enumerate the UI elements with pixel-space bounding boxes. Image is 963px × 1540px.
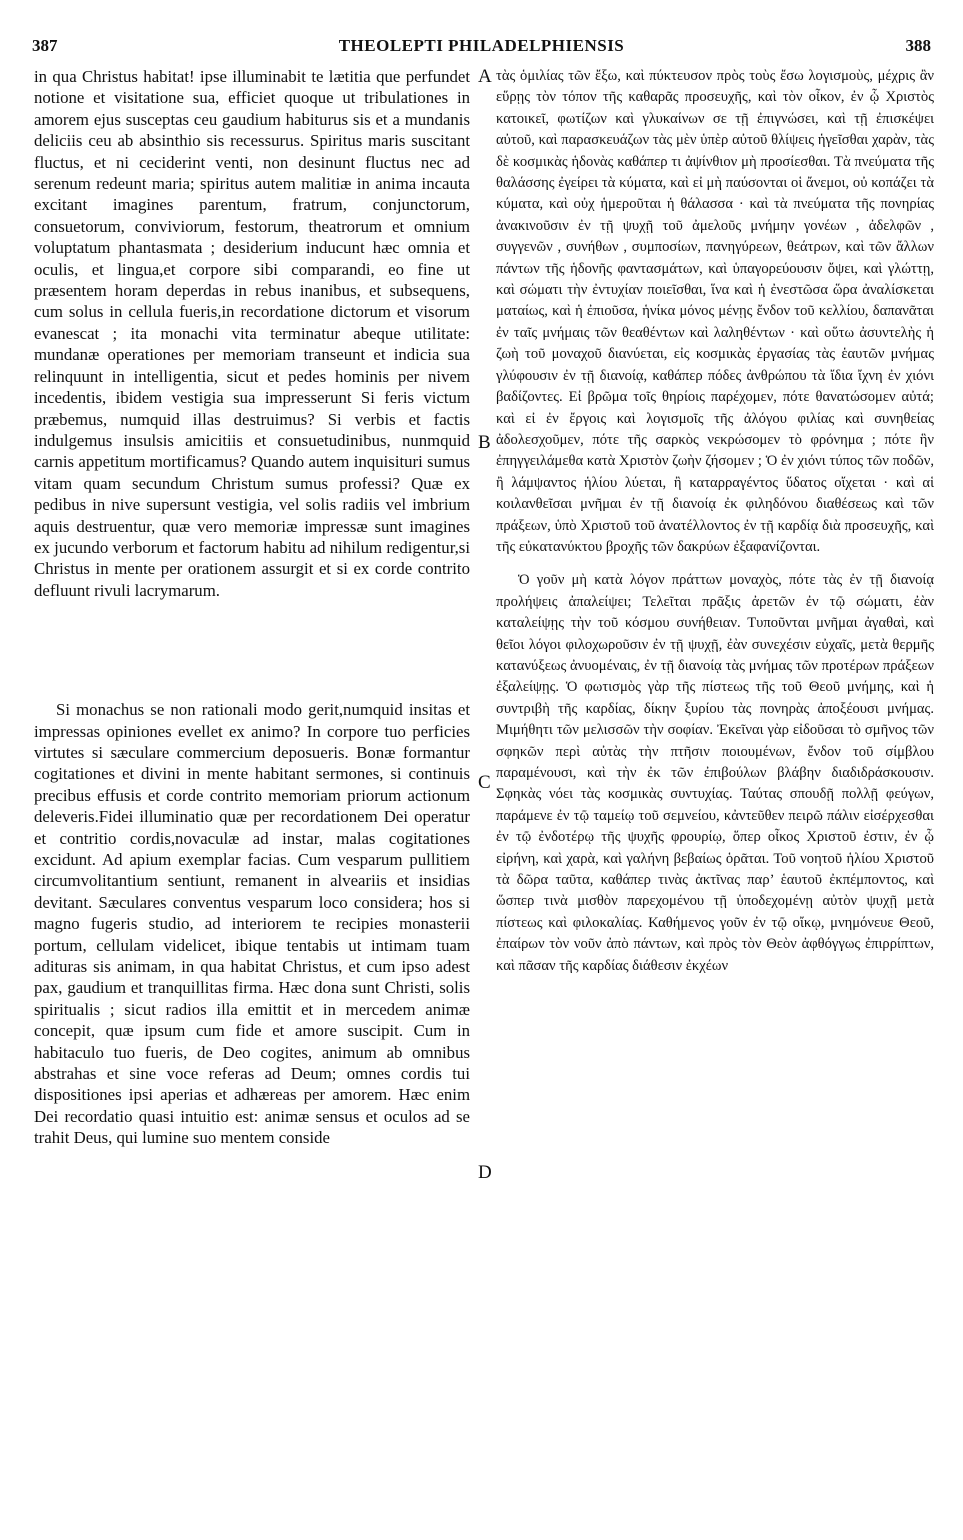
- running-title: THEOLEPTI PHILADELPHIENSIS: [338, 36, 625, 55]
- greek-paragraph-1: τὰς ὁμιλίας τῶν ἔξω, καὶ πύκτευσον πρὸς τοὺς ἔσω λογισμοὺς, μέχρις ἂν εὕρῃς τὸν τόπον τῆς καθαρᾶς προσευχῆς, καὶ τὸν οἶκον, ἐν ᾧ Χριστὸς κατοικεῖ, φωτίζων καὶ γλυκαίνων σε τῇ ἐπιγνώσει, καὶ τῇ ἐπισκέψει αὐτοῦ, καὶ παρασκευάζων τὰς μὲν ὑπὲρ αὐτοῦ θλίψεις ἡγεῖσθαι χαρὰν, τὰς δὲ κοσμικὰς ἡδονὰς καθάπερ τι ἀψίνθιον μὴ προσίεσθαι. Τὰ πνεύματα τῆς θαλάσσης ἐγείρει τὰ κύματα, καὶ εἰ μὴ παύσονται οἱ ἄνεμοι, οὐ κοπάζει τὰ κύματα, καὶ οὐχ ἡμεροῦται ἡ θάλασσα · καὶ τὰ πνεύματα τῆς πονηρίας ἀνακινοῦσιν ἐν τῇ ψυχῇ τοῦ ἀμελοῦς μνήμην γονέων , ἀδελφῶν , συγγενῶν , συνήθων , συμποσίων, πανηγύρεων, θεάτρων, καὶ τῶν ἄλλων πάντων τῆς ἡδονῆς φαντασμάτων, καὶ ὑπαγορεύουσιν ὄψει, καὶ γλώττῃ, καὶ σώματι τὴν ἐντυχίαν ποιεῖσθαι, ἵνα καὶ ἡ ἐνεστῶσα ὥρα ἀναλίσκεται ματαίως, καὶ ἡ ἐπιοῦσα, ἡνίκα μόνος μένῃς ἔνδον τοῦ κελλίου, δαπανᾶται ἐν ταῖς μνήμαις τῶν θεαθέντων καὶ λαληθέντων · καὶ οὕτω ἀσυντελὴς ἡ ζωὴ τοῦ μοναχοῦ διανύεται, εἰς κοσμικὰς ἐργασίας τὰς ἑαυτῶν μνήμας γλύφουσιν ἐν τῇ διανοίᾳ, καθάπερ πόδες ἀνθρώπου τὰ ἴδια ἴχνη ἐν χιόνι βαδίζοντες. Εἰ βρῶμα τοῖς θηρίοις παρέχομεν, πότε θανατώσομεν αὐτά; καὶ εἰ ἐν ἔργοις καὶ λογισμοῖς τῆς ἀλόγου φιλίας καὶ συνηθείας ἀδολεσχοῦμεν, πότε τῆς σαρκὸς νεκρώσομεν τὸ φρόνημα ; πότε ἣν ἐπηγγειλάμεθα κατὰ Χριστὸν ζωὴν ζήσομεν ; Ὁ ἐν χιόνι τύπος τῶν ποδῶν, ἢ λάμψαντος ἡλίου λύεται, ἢ καταρραγέντος ὕδατος οἴχεται · καὶ αἱ κοιλανθεῖσαι μνῆμαι ἐν τῇ διανοίᾳ ἐκ φιληδόνου διαθέσεως καὶ τῶν πράξεων, ὑπὸ Χριστοῦ τοῦ ἀνατέλλοντος ἐν τῇ καρδίᾳ διὰ προσευχῆς, καὶ τῆς εὐκατανύκτου βροχῆς τῶν δακρύων ἐξαφανίζονται.: [496, 68, 934, 555]
- running-header: [32, 36, 931, 60]
- margin-letter-c: C: [478, 772, 491, 793]
- latin-column: [34, 66, 470, 1149]
- greek-column: [496, 66, 934, 977]
- latin-paragraph-2: Si monachus se non rationali modo gerit,numquid insitas et impressas opiniones evellet ex animo? In corpore tuo perficies virtutes si sæculare commercium deposueris. Bonæ formantur cogitationes et divini in mente habitant sermones, si continuis precibus effusis et corde contrito memoriam priorum actionum deleveris.Fidei illuminatio quæ per recordationem Dei operatur et contritio cordis,novaculæ ad instar, malas cogitationes excidunt. Ad apium exemplar facias. Cum vesparum pullitiem circumvolitantium sentiunt, remanent in alveariis et insidias devitant. Sæculares conventus vesparum loco considera; hos si magno fugeris studio, ad interiorem te recipies monasterii portum, cellulam videlicet, ibique tentabis ut intimam tuam adituras sis animam, in qua habitat Christus, et cum ipso adest pax, gaudium et tranquillitas firma. Hæc dona sunt Christi, solis spiritualis ; sicut radios illa emittit et in mercedem animæ concepit, quæ ipsum cum fide et amore suscipit. Cum in habitaculo tuo fueris, de Deo cogites, animum ab omnibus abstrahas et sine voce referas ad Deum; omnes cordis tui dispositiones ipsi aperias et adhæreas per amorem. Hæc enim Dei recordatio quasi intuitio est: animæ sensus et oculos ad se trahit Deus, qui lumine suo mentem conside: [34, 700, 470, 1148]
- page-number-left: 387: [32, 36, 58, 55]
- latin-paragraph-1: in qua Christus habitat! ipse illuminabit te lætitia que perfundet notione et visitatione sua, efficiet quoque ut tribulationes in amorem ejus susceptas ceu gaudium habiturus sis et a mundanis deliciis ceu ab absinthio sis recessurus. Spiritus maris suscitant fluctus, et ni ceciderint venti, non desinunt fluctus nec ad serenum redeunt maria; spiritus autem malitiæ in anima incauta excitant imagines parentum, fratrum, conjunctorum, consuetorum, conviviorum, festorum, theatrorum et omnium voluptatum phantasmata ; desiderium inducunt hæc omnia et oculis, et lingua,et corpore sibi comparandi, eo fine ut præsentem horam deperdas in rebus inanibus, et subsequens, cum solus in cellula fueris,in recordatione dictorum et visorum evanescat ; ita monachi vita terminatur abeque utilitate: mundanæ operationes per memoriam transeunt et indicia sua relinquunt in intelligentia, sicut et pedes hominis per nivem incedentis, ibidem vestigia sua impresserunt Si feris victum præbemus, numquid illas destruimus? Si verbis et factis indulgemus insulsis amicitiis et consuetudinibus, nunmquid carnis appetitum mortificamus? Quando autem inquisituri sumus vitam quam secundum Christum sumus professi? Quæ ex pedibus in nive supersunt vestigia, vel solis radiis vel imbrium aquis destruentur, quæ vero memoriæ impressæ sunt imagines ex jucundo verborum et factorum habitu ad nihilum redigentur,si Christus in mente per orationem assurgit et si ex corde contrito defluunt rivuli lacrymarum.: [34, 67, 470, 600]
- greek-paragraph-2: Ὁ γοῦν μὴ κατὰ λόγον πράττων μοναχὸς, πότε τὰς ἐν τῇ διανοίᾳ προλήψεις ἀπαλείψει; Τελεῖται πρᾶξις ἀρετῶν ἐν τῷ σώματι, ἐὰν καταλείψῃς τὴν τοῦ κόσμου συνήθειαν. Τυποῦνται μνῆμαι ἀγαθαὶ, καὶ θεῖοι λόγοι φιλοχωροῦσιν ἐν τῇ ψυχῇ, ἐὰν συνεχέσιν εὐχαῖς, μετὰ θερμῆς κατανύξεως ἀνυομέναις, ἐν τῇ διανοίᾳ τὰς μνήμας τῶν προτέρων πράξεων ἐξαλείψῃς. Ὁ φωτισμὸς γὰρ τῆς πίστεως τῆς τοῦ Θεοῦ μνήμης, καὶ ἡ συντριβὴ τῆς καρδίας, δίκην ξυρίου τὰς πονηρὰς ἀποξέουσι μνήμας. Μιμήθητι τῶν μελισσῶν τὴν σοφίαν. Ἐκεῖναι γὰρ εἰδοῦσαι τὸ σμῆνος τῶν σφηκῶν περὶ αὐτὰς τὴν πτῆσιν ποιουμένων, ἔνδον τοῦ σίμβλου παραμένουσι, καὶ τὴν ἐκ τῶν ἐπιβούλων βλάβην διαδιδράσκουσιν. Σφηκὰς νόει τὰς κοσμικὰς συντυχίας. Ταύτας σπουδῇ πολλῇ φεύγων, παράμενε ἐν τῷ ταμείῳ τοῦ σεμνείου, κἀντεῦθεν πειρῶ πάλιν εἰσέρχεσθαι ἐν τῷ ἐνδοτέρῳ τῆς ψυχῆς φρουρίῳ, ὅπερ οἶκος Χριστοῦ ἐστιν, ἐν ᾧ εἰρήνη, καὶ χαρὰ, καὶ γαλήνη βεβαίως ὁρᾶται. Τοῦ νοητοῦ ἡλίου Χριστοῦ τὰ δῶρα ταῦτα, καθάπερ τινὰς ἀκτῖνας παρ’ ἑαυτοῦ ἐκπέμποντος, καὶ ὥσπερ τινὰ μισθὸν παρεχομένου τῇ ὑποδεχομένῃ αὐτὸν ψυχῇ μετὰ πίστεως καὶ φιλοκαλίας. Καθήμενος γοῦν ἐν τῷ οἴκῳ, μνημόνευε Θεοῦ, ἐπαίρων τὸν νοῦν ἀπὸ πάντων, καὶ πρὸς τὸν Θεὸν ἀφθόγγως ἐπιρρίπτων, καὶ πᾶσαν τῆς καρδίας διάθεσιν ἐκχέων: [496, 572, 934, 974]
- margin-letter-a: A: [478, 66, 492, 87]
- page-number-right: 388: [905, 36, 931, 55]
- margin-letter-d: D: [478, 1162, 492, 1183]
- margin-letter-b: B: [478, 432, 491, 453]
